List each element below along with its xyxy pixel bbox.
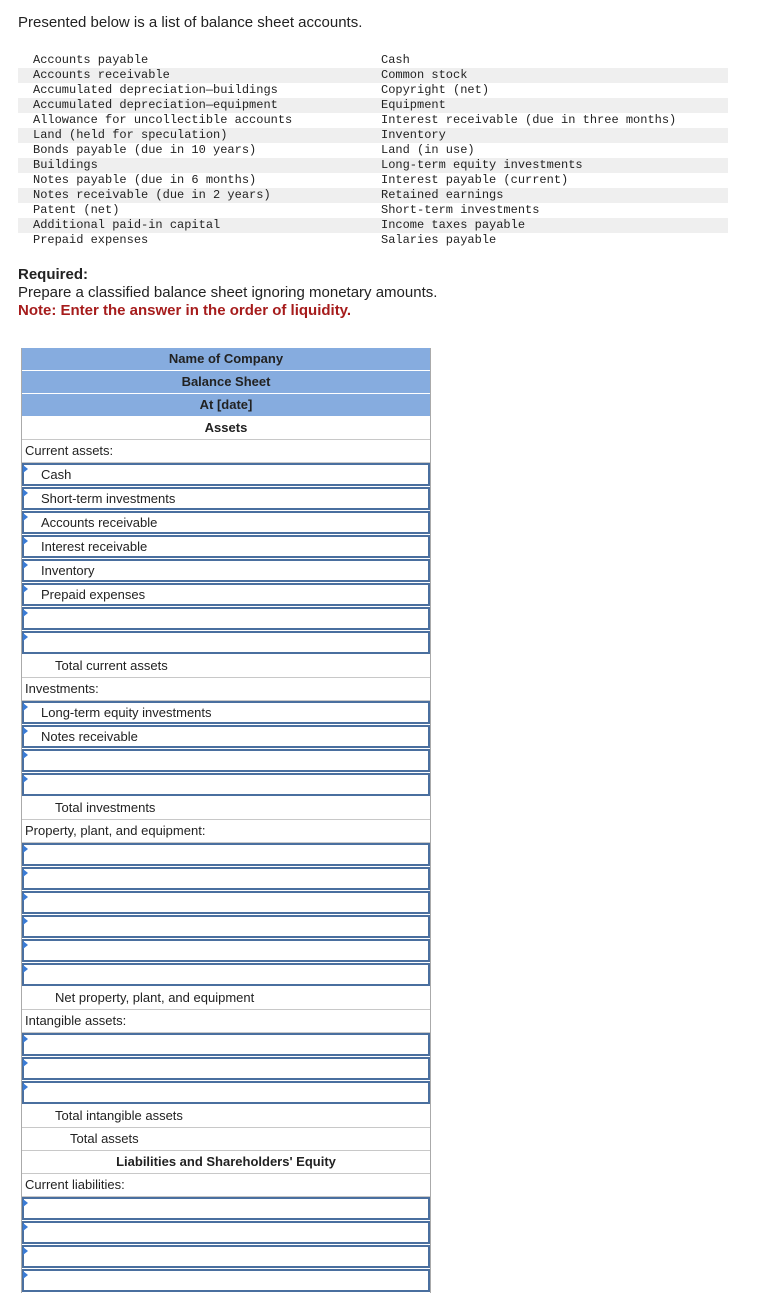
intangible-label: Intangible assets: xyxy=(22,1010,430,1033)
dropdown-marker-icon xyxy=(23,633,28,641)
company-name: Name of Company xyxy=(22,348,430,371)
input-value: Inventory xyxy=(41,563,95,578)
net-ppe: Net property, plant, and equipment xyxy=(22,987,430,1010)
dropdown-marker-icon xyxy=(23,585,28,593)
account-right: Income taxes payable xyxy=(381,218,526,232)
dropdown-marker-icon xyxy=(23,1083,28,1091)
dropdown-marker-icon xyxy=(23,489,28,497)
account-left: Notes receivable (due in 2 years) xyxy=(33,188,271,202)
dropdown-marker-icon xyxy=(23,561,28,569)
investment-input[interactable] xyxy=(22,725,430,748)
account-right: Copyright (net) xyxy=(381,83,490,97)
current-liability-input[interactable] xyxy=(22,1221,430,1244)
required-text: Prepare a classified balance sheet ignoring monetary amounts. xyxy=(18,284,438,301)
current-asset-input[interactable] xyxy=(22,463,430,486)
account-left: Accumulated depreciation—equipment xyxy=(33,98,278,112)
intangible-input[interactable] xyxy=(22,1081,430,1104)
current-liability-input[interactable] xyxy=(22,1245,430,1268)
required-note: Note: Enter the answer in the order of liquidity. xyxy=(18,302,352,319)
intro-text: Presented below is a list of balance sheet accounts. xyxy=(18,14,363,31)
input-value: Interest receivable xyxy=(41,539,148,554)
account-right: Cash xyxy=(381,53,410,67)
current-asset-input[interactable] xyxy=(22,559,430,582)
required-heading: Required: xyxy=(18,266,89,283)
dropdown-marker-icon xyxy=(23,609,28,617)
dropdown-marker-icon xyxy=(23,1223,28,1231)
dropdown-marker-icon xyxy=(23,465,28,473)
account-row xyxy=(18,53,728,68)
investments-label: Investments: xyxy=(22,678,430,701)
dropdown-marker-icon xyxy=(23,1271,28,1279)
current-asset-input[interactable] xyxy=(22,487,430,510)
total-current-assets: Total current assets xyxy=(22,655,430,678)
investment-input[interactable] xyxy=(22,701,430,724)
account-row xyxy=(18,233,728,248)
account-right: Retained earnings xyxy=(381,188,504,202)
account-left: Bonds payable (due in 10 years) xyxy=(33,143,257,157)
account-row xyxy=(18,173,728,188)
current-asset-input[interactable] xyxy=(22,535,430,558)
dropdown-marker-icon xyxy=(23,775,28,783)
input-value: Notes receivable xyxy=(41,729,138,744)
account-right: Salaries payable xyxy=(381,233,497,247)
dropdown-marker-icon xyxy=(23,537,28,545)
sheet-title: Balance Sheet xyxy=(22,371,430,394)
dropdown-marker-icon xyxy=(23,751,28,759)
account-left: Buildings xyxy=(33,158,98,172)
dropdown-marker-icon xyxy=(23,845,28,853)
dropdown-marker-icon xyxy=(23,1247,28,1255)
dropdown-marker-icon xyxy=(23,941,28,949)
current-asset-input[interactable] xyxy=(22,607,430,630)
current-assets-label: Current assets: xyxy=(22,440,430,463)
account-left: Accumulated depreciation—buildings xyxy=(33,83,278,97)
balance-sheet xyxy=(21,348,431,1293)
account-right: Long-term equity investments xyxy=(381,158,583,172)
account-left: Notes payable (due in 6 months) xyxy=(33,173,257,187)
dropdown-marker-icon xyxy=(23,1059,28,1067)
account-row xyxy=(18,218,728,233)
account-left: Accounts receivable xyxy=(33,68,170,82)
account-row xyxy=(18,83,728,98)
ppe-input[interactable] xyxy=(22,915,430,938)
ppe-label: Property, plant, and equipment: xyxy=(22,820,430,843)
liabilities-equity-heading: Liabilities and Shareholders' Equity xyxy=(22,1151,430,1174)
investment-input[interactable] xyxy=(22,773,430,796)
account-left: Prepaid expenses xyxy=(33,233,149,247)
current-asset-input[interactable] xyxy=(22,583,430,606)
intangible-input[interactable] xyxy=(22,1033,430,1056)
account-left: Additional paid-in capital xyxy=(33,218,221,232)
account-right: Short-term investments xyxy=(381,203,540,217)
dropdown-marker-icon xyxy=(23,703,28,711)
account-left: Patent (net) xyxy=(33,203,120,217)
dropdown-marker-icon xyxy=(23,1035,28,1043)
current-liability-input[interactable] xyxy=(22,1269,430,1292)
account-left: Land (held for speculation) xyxy=(33,128,228,142)
account-row xyxy=(18,188,728,203)
account-right: Land (in use) xyxy=(381,143,475,157)
total-assets: Total assets xyxy=(22,1128,430,1151)
ppe-input[interactable] xyxy=(22,891,430,914)
sheet-date: At [date] xyxy=(22,394,430,417)
account-row xyxy=(18,158,728,173)
input-value: Short-term investments xyxy=(41,491,176,506)
account-row xyxy=(18,113,728,128)
ppe-input[interactable] xyxy=(22,843,430,866)
account-list xyxy=(18,53,728,248)
dropdown-marker-icon xyxy=(23,727,28,735)
account-row xyxy=(18,68,728,83)
account-right: Common stock xyxy=(381,68,468,82)
ppe-input[interactable] xyxy=(22,939,430,962)
account-row xyxy=(18,98,728,113)
account-right: Interest payable (current) xyxy=(381,173,569,187)
assets-heading: Assets xyxy=(22,417,430,440)
dropdown-marker-icon xyxy=(23,513,28,521)
account-row xyxy=(18,128,728,143)
total-intangibles: Total intangible assets xyxy=(22,1105,430,1128)
account-right: Equipment xyxy=(381,98,446,112)
dropdown-marker-icon xyxy=(23,917,28,925)
account-right: Inventory xyxy=(381,128,446,142)
current-liabilities-label: Current liabilities: xyxy=(22,1174,430,1197)
account-row xyxy=(18,143,728,158)
input-value: Cash xyxy=(41,467,72,482)
investment-input[interactable] xyxy=(22,749,430,772)
dropdown-marker-icon xyxy=(23,1199,28,1207)
intangible-input[interactable] xyxy=(22,1057,430,1080)
account-left: Allowance for uncollectible accounts xyxy=(33,113,293,127)
account-right: Interest receivable (due in three months) xyxy=(381,113,677,127)
total-investments: Total investments xyxy=(22,797,430,820)
current-liability-input[interactable] xyxy=(22,1197,430,1220)
requirements xyxy=(18,266,437,320)
ppe-input[interactable] xyxy=(22,867,430,890)
current-asset-input[interactable] xyxy=(22,631,430,654)
dropdown-marker-icon xyxy=(23,869,28,877)
input-value: Accounts receivable xyxy=(41,515,158,530)
input-value: Prepaid expenses xyxy=(41,587,146,602)
dropdown-marker-icon xyxy=(23,893,28,901)
dropdown-marker-icon xyxy=(23,965,28,973)
account-row xyxy=(18,203,728,218)
account-left: Accounts payable xyxy=(33,53,149,67)
current-asset-input[interactable] xyxy=(22,511,430,534)
input-value: Long-term equity investments xyxy=(41,705,212,720)
ppe-input[interactable] xyxy=(22,963,430,986)
